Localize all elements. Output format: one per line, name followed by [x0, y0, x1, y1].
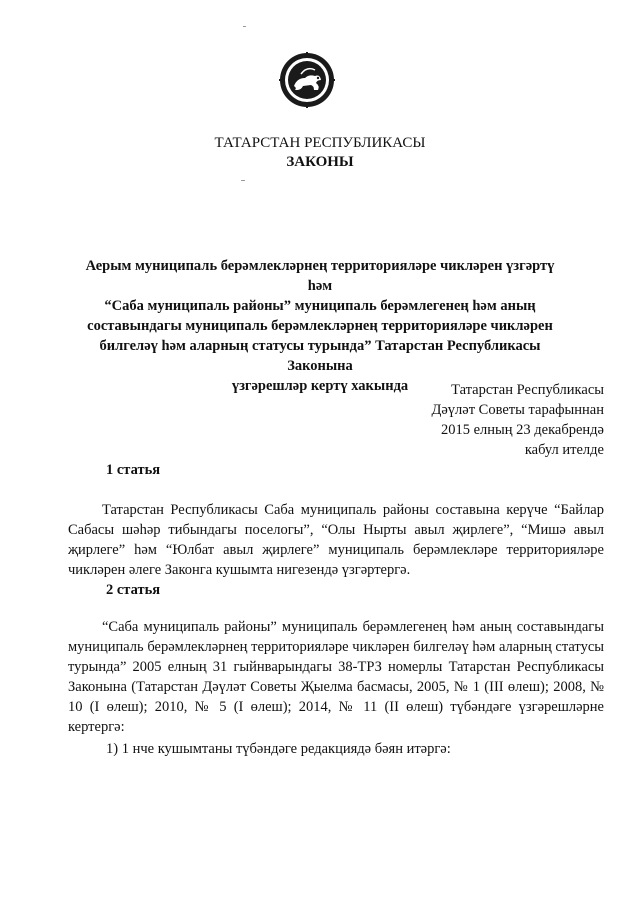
article-2-heading: 2 статья	[106, 582, 161, 598]
tatarstan-emblem-icon	[279, 52, 335, 108]
law-label: ЗАКОНЫ	[286, 154, 354, 170]
document-header	[0, 134, 640, 172]
adoption-line: 2015 елның 23 декабрендә	[440, 422, 604, 438]
article-1-body: Татарстан Республикасы Саба муниципаль районы составына керүче “Байлар Сабасы шәһәр тибындагы поселогы”, “Олы Нырты авыл җирлеге”, “Мишә авыл җирлеге” һәм “Юлбат авыл җирлеге” муниципаль берәмлекләре территорияләре чикләрен әлеге Законга кушымта нигезендә үзгәртергә.	[68, 502, 604, 578]
scan-speck	[243, 26, 246, 27]
adoption-line: Татарстан Республикасы	[451, 382, 604, 398]
article-2-text	[68, 617, 604, 737]
title-line: “Саба муниципаль районы” муниципаль берәмлегенең һәм аның	[104, 298, 536, 314]
scan-speck	[241, 180, 245, 181]
adoption-line: Дәүләт Советы тарафыннан	[431, 402, 604, 418]
title-line: үзгәрешләр кертү хакында	[231, 378, 409, 394]
adoption-note	[431, 380, 604, 460]
title-line: билгеләү һәм аларның статусы турында” Татарстан Республикасы Законына	[99, 338, 541, 374]
title-line: составындагы муниципаль берәмлекләрнең территорияләре чикләрен	[87, 318, 553, 334]
article-1-heading: 1 статья	[106, 462, 161, 478]
article-2-item-1: 1) 1 нче кушымтаны түбәндәге редакциядә бәян итәргә:	[106, 741, 451, 757]
law-title	[72, 256, 568, 396]
adoption-line: кабул ителде	[524, 442, 604, 458]
article-2-body: “Саба муниципаль районы” муниципаль берәмлегенең һәм аның составындагы муниципаль берәмлекләрнең территорияләре чикләрен билгеләү һәм аларның статусы турында” 2005 елның 31 гыйнварындагы 38-ТРЗ номерлы Татарстан Республикасы Законына (Татарстан Дәүләт Советы Җыелма басмасы, 2005, № 1 (III өлеш); 2008, № 10 (I өлеш); 2010, № 5 (I өлеш); 2014, № 11 (II өлеш) түбәндәге үзгәрешләрне кертергә:	[68, 619, 604, 735]
article-1-text	[68, 500, 604, 580]
title-line: Аерым муниципаль берәмлекләрнең территорияләре чикләрен үзгәртү һәм	[85, 258, 555, 294]
republic-name: ТАТАРСТАН РЕСПУБЛИКАСЫ	[214, 135, 426, 151]
